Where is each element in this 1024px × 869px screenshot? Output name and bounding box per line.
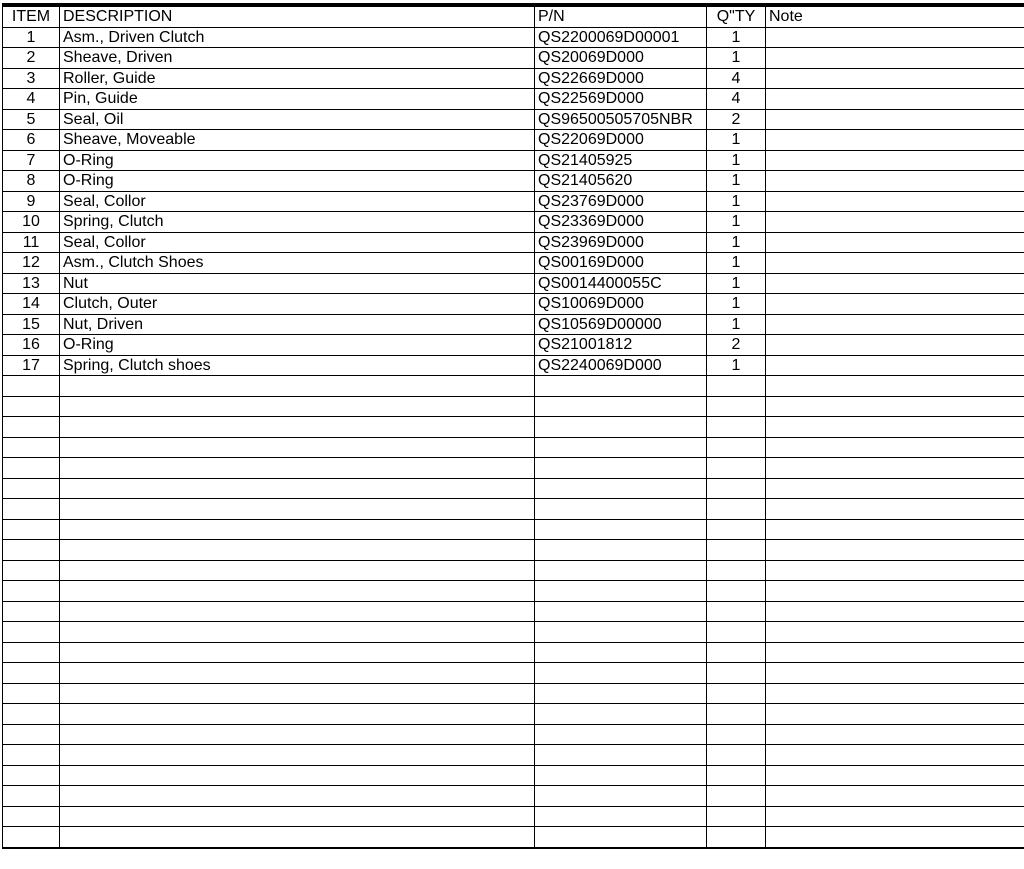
table-row bbox=[3, 68, 1024, 89]
cell-description bbox=[60, 683, 535, 704]
cell-quantity: 1 bbox=[707, 355, 766, 376]
table-row bbox=[3, 560, 1024, 581]
cell-item: 13 bbox=[3, 273, 60, 294]
cell-note bbox=[766, 519, 1024, 540]
cell-item: 1 bbox=[3, 27, 60, 48]
cell-quantity bbox=[707, 540, 766, 561]
cell-quantity bbox=[707, 376, 766, 397]
table-row bbox=[3, 27, 1024, 48]
cell-description: Clutch, Outer bbox=[60, 294, 535, 315]
cell-item bbox=[3, 827, 60, 848]
cell-note bbox=[766, 827, 1024, 848]
table-row bbox=[3, 786, 1024, 807]
table-header-row bbox=[3, 7, 1024, 28]
cell-quantity: 1 bbox=[707, 314, 766, 335]
cell-quantity: 1 bbox=[707, 150, 766, 171]
cell-item bbox=[3, 745, 60, 766]
cell-item bbox=[3, 417, 60, 438]
table-row bbox=[3, 109, 1024, 130]
cell-quantity: 4 bbox=[707, 89, 766, 110]
cell-quantity: 1 bbox=[707, 294, 766, 315]
cell-item: 14 bbox=[3, 294, 60, 315]
cell-part-number: QS10569D00000 bbox=[535, 314, 707, 335]
table-row bbox=[3, 171, 1024, 192]
cell-item: 3 bbox=[3, 68, 60, 89]
table-row bbox=[3, 355, 1024, 376]
cell-part-number bbox=[535, 827, 707, 848]
cell-description: Sheave, Driven bbox=[60, 48, 535, 69]
cell-quantity bbox=[707, 765, 766, 786]
table-row bbox=[3, 601, 1024, 622]
cell-quantity bbox=[707, 396, 766, 417]
cell-description bbox=[60, 396, 535, 417]
cell-quantity: 1 bbox=[707, 130, 766, 151]
header-part-number: P/N bbox=[535, 7, 707, 28]
table-row bbox=[3, 458, 1024, 479]
table-row bbox=[3, 253, 1024, 274]
cell-item bbox=[3, 663, 60, 684]
cell-part-number: QS21001812 bbox=[535, 335, 707, 356]
cell-quantity: 2 bbox=[707, 109, 766, 130]
cell-description bbox=[60, 540, 535, 561]
cell-quantity bbox=[707, 581, 766, 602]
cell-note bbox=[766, 335, 1024, 356]
cell-note bbox=[766, 109, 1024, 130]
cell-description bbox=[60, 827, 535, 848]
cell-quantity bbox=[707, 499, 766, 520]
cell-description bbox=[60, 724, 535, 745]
cell-description bbox=[60, 560, 535, 581]
cell-note bbox=[766, 786, 1024, 807]
table-row bbox=[3, 745, 1024, 766]
table-row bbox=[3, 150, 1024, 171]
cell-part-number bbox=[535, 437, 707, 458]
cell-part-number: QS2200069D00001 bbox=[535, 27, 707, 48]
cell-part-number: QS96500505705NBR bbox=[535, 109, 707, 130]
cell-note bbox=[766, 355, 1024, 376]
cell-item bbox=[3, 765, 60, 786]
cell-quantity bbox=[707, 519, 766, 540]
cell-note bbox=[766, 48, 1024, 69]
cell-part-number bbox=[535, 458, 707, 479]
table-row bbox=[3, 642, 1024, 663]
table-row bbox=[3, 294, 1024, 315]
cell-quantity: 1 bbox=[707, 171, 766, 192]
cell-description: Roller, Guide bbox=[60, 68, 535, 89]
table-row bbox=[3, 273, 1024, 294]
cell-quantity bbox=[707, 642, 766, 663]
cell-note bbox=[766, 622, 1024, 643]
cell-part-number bbox=[535, 396, 707, 417]
cell-quantity: 1 bbox=[707, 212, 766, 233]
cell-description bbox=[60, 478, 535, 499]
cell-part-number bbox=[535, 745, 707, 766]
cell-description: Nut, Driven bbox=[60, 314, 535, 335]
table-row bbox=[3, 232, 1024, 253]
cell-description: O-Ring bbox=[60, 171, 535, 192]
cell-part-number: QS22069D000 bbox=[535, 130, 707, 151]
cell-quantity: 1 bbox=[707, 191, 766, 212]
header-quantity: Q"TY bbox=[707, 7, 766, 28]
cell-quantity: 1 bbox=[707, 27, 766, 48]
cell-quantity bbox=[707, 437, 766, 458]
cell-item bbox=[3, 560, 60, 581]
cell-part-number bbox=[535, 540, 707, 561]
cell-description: Seal, Oil bbox=[60, 109, 535, 130]
cell-part-number bbox=[535, 806, 707, 827]
table-row bbox=[3, 519, 1024, 540]
cell-note bbox=[766, 683, 1024, 704]
cell-quantity bbox=[707, 786, 766, 807]
header-note: Note bbox=[766, 7, 1024, 28]
cell-item bbox=[3, 601, 60, 622]
cell-description bbox=[60, 499, 535, 520]
parts-table-body bbox=[3, 27, 1024, 848]
cell-note bbox=[766, 314, 1024, 335]
cell-item bbox=[3, 499, 60, 520]
cell-description bbox=[60, 806, 535, 827]
cell-note bbox=[766, 765, 1024, 786]
cell-quantity bbox=[707, 601, 766, 622]
cell-item: 7 bbox=[3, 150, 60, 171]
cell-part-number: QS23769D000 bbox=[535, 191, 707, 212]
cell-description bbox=[60, 663, 535, 684]
cell-note bbox=[766, 724, 1024, 745]
cell-part-number bbox=[535, 663, 707, 684]
table-row bbox=[3, 376, 1024, 397]
cell-quantity bbox=[707, 806, 766, 827]
cell-note bbox=[766, 704, 1024, 725]
table-row bbox=[3, 191, 1024, 212]
cell-part-number: QS0014400055C bbox=[535, 273, 707, 294]
table-row bbox=[3, 540, 1024, 561]
cell-note bbox=[766, 232, 1024, 253]
cell-item: 8 bbox=[3, 171, 60, 192]
header-item: ITEM bbox=[3, 7, 60, 28]
table-row bbox=[3, 396, 1024, 417]
cell-part-number bbox=[535, 601, 707, 622]
cell-quantity: 1 bbox=[707, 48, 766, 69]
cell-item bbox=[3, 376, 60, 397]
cell-description bbox=[60, 376, 535, 397]
cell-quantity bbox=[707, 622, 766, 643]
cell-note bbox=[766, 437, 1024, 458]
cell-description bbox=[60, 458, 535, 479]
table-row bbox=[3, 212, 1024, 233]
cell-description: Asm., Driven Clutch bbox=[60, 27, 535, 48]
table-row bbox=[3, 724, 1024, 745]
cell-note bbox=[766, 806, 1024, 827]
cell-description: Sheave, Moveable bbox=[60, 130, 535, 151]
cell-part-number: QS22569D000 bbox=[535, 89, 707, 110]
cell-note bbox=[766, 130, 1024, 151]
cell-part-number bbox=[535, 683, 707, 704]
cell-part-number bbox=[535, 724, 707, 745]
cell-item: 2 bbox=[3, 48, 60, 69]
cell-description: O-Ring bbox=[60, 335, 535, 356]
table-row bbox=[3, 314, 1024, 335]
cell-description: Spring, Clutch shoes bbox=[60, 355, 535, 376]
cell-item bbox=[3, 581, 60, 602]
cell-part-number: QS00169D000 bbox=[535, 253, 707, 274]
cell-item: 10 bbox=[3, 212, 60, 233]
cell-quantity: 2 bbox=[707, 335, 766, 356]
cell-note bbox=[766, 663, 1024, 684]
cell-part-number: QS10069D000 bbox=[535, 294, 707, 315]
cell-item: 4 bbox=[3, 89, 60, 110]
cell-part-number bbox=[535, 478, 707, 499]
cell-part-number bbox=[535, 499, 707, 520]
cell-item bbox=[3, 724, 60, 745]
cell-note bbox=[766, 294, 1024, 315]
cell-item bbox=[3, 478, 60, 499]
cell-part-number bbox=[535, 376, 707, 397]
cell-quantity: 1 bbox=[707, 273, 766, 294]
table-row bbox=[3, 806, 1024, 827]
cell-note bbox=[766, 478, 1024, 499]
cell-note bbox=[766, 273, 1024, 294]
cell-part-number bbox=[535, 519, 707, 540]
cell-part-number: QS23369D000 bbox=[535, 212, 707, 233]
cell-description: O-Ring bbox=[60, 150, 535, 171]
cell-item: 16 bbox=[3, 335, 60, 356]
cell-description bbox=[60, 622, 535, 643]
cell-description bbox=[60, 704, 535, 725]
cell-part-number: QS20069D000 bbox=[535, 48, 707, 69]
cell-description: Seal, Collor bbox=[60, 191, 535, 212]
cell-quantity bbox=[707, 458, 766, 479]
cell-description bbox=[60, 417, 535, 438]
table-row bbox=[3, 478, 1024, 499]
cell-quantity bbox=[707, 704, 766, 725]
table-row bbox=[3, 48, 1024, 69]
table-row bbox=[3, 683, 1024, 704]
cell-quantity: 1 bbox=[707, 253, 766, 274]
cell-item bbox=[3, 642, 60, 663]
parts-list-sheet bbox=[2, 3, 1024, 849]
cell-note bbox=[766, 642, 1024, 663]
cell-part-number bbox=[535, 622, 707, 643]
table-row bbox=[3, 89, 1024, 110]
cell-note bbox=[766, 745, 1024, 766]
cell-item bbox=[3, 786, 60, 807]
cell-quantity bbox=[707, 478, 766, 499]
cell-item bbox=[3, 437, 60, 458]
cell-part-number bbox=[535, 560, 707, 581]
table-row bbox=[3, 499, 1024, 520]
table-row bbox=[3, 663, 1024, 684]
cell-description: Nut bbox=[60, 273, 535, 294]
cell-note bbox=[766, 458, 1024, 479]
cell-part-number bbox=[535, 704, 707, 725]
cell-description bbox=[60, 437, 535, 458]
cell-quantity bbox=[707, 683, 766, 704]
cell-quantity bbox=[707, 417, 766, 438]
cell-part-number: QS21405620 bbox=[535, 171, 707, 192]
cell-part-number bbox=[535, 786, 707, 807]
cell-description bbox=[60, 581, 535, 602]
cell-note bbox=[766, 560, 1024, 581]
cell-item bbox=[3, 458, 60, 479]
cell-description bbox=[60, 786, 535, 807]
table-row bbox=[3, 335, 1024, 356]
table-row bbox=[3, 130, 1024, 151]
cell-quantity: 4 bbox=[707, 68, 766, 89]
cell-note bbox=[766, 191, 1024, 212]
cell-item: 6 bbox=[3, 130, 60, 151]
cell-part-number: QS21405925 bbox=[535, 150, 707, 171]
cell-quantity bbox=[707, 827, 766, 848]
cell-description bbox=[60, 765, 535, 786]
cell-note bbox=[766, 89, 1024, 110]
cell-note bbox=[766, 212, 1024, 233]
cell-note bbox=[766, 253, 1024, 274]
parts-table bbox=[2, 6, 1024, 849]
cell-part-number bbox=[535, 642, 707, 663]
cell-quantity bbox=[707, 663, 766, 684]
cell-quantity: 1 bbox=[707, 232, 766, 253]
cell-item: 5 bbox=[3, 109, 60, 130]
cell-note bbox=[766, 540, 1024, 561]
cell-quantity bbox=[707, 745, 766, 766]
table-row bbox=[3, 765, 1024, 786]
cell-part-number: QS2240069D000 bbox=[535, 355, 707, 376]
cell-description bbox=[60, 519, 535, 540]
table-row bbox=[3, 622, 1024, 643]
cell-description: Asm., Clutch Shoes bbox=[60, 253, 535, 274]
cell-note bbox=[766, 68, 1024, 89]
cell-description bbox=[60, 745, 535, 766]
table-row bbox=[3, 437, 1024, 458]
cell-quantity bbox=[707, 724, 766, 745]
cell-description: Seal, Collor bbox=[60, 232, 535, 253]
cell-part-number: QS22669D000 bbox=[535, 68, 707, 89]
table-row bbox=[3, 827, 1024, 848]
cell-item bbox=[3, 806, 60, 827]
cell-item bbox=[3, 683, 60, 704]
cell-note bbox=[766, 27, 1024, 48]
cell-description: Spring, Clutch bbox=[60, 212, 535, 233]
cell-description bbox=[60, 601, 535, 622]
cell-item bbox=[3, 704, 60, 725]
cell-description: Pin, Guide bbox=[60, 89, 535, 110]
cell-item bbox=[3, 396, 60, 417]
cell-item: 11 bbox=[3, 232, 60, 253]
cell-item: 17 bbox=[3, 355, 60, 376]
table-row bbox=[3, 581, 1024, 602]
table-row bbox=[3, 417, 1024, 438]
cell-note bbox=[766, 376, 1024, 397]
cell-note bbox=[766, 171, 1024, 192]
cell-item bbox=[3, 519, 60, 540]
cell-item bbox=[3, 622, 60, 643]
cell-item: 15 bbox=[3, 314, 60, 335]
cell-note bbox=[766, 581, 1024, 602]
cell-note bbox=[766, 417, 1024, 438]
cell-note bbox=[766, 150, 1024, 171]
cell-description bbox=[60, 642, 535, 663]
cell-note bbox=[766, 396, 1024, 417]
cell-part-number: QS23969D000 bbox=[535, 232, 707, 253]
cell-part-number bbox=[535, 581, 707, 602]
cell-part-number bbox=[535, 765, 707, 786]
cell-item bbox=[3, 540, 60, 561]
cell-item: 9 bbox=[3, 191, 60, 212]
cell-item: 12 bbox=[3, 253, 60, 274]
cell-note bbox=[766, 601, 1024, 622]
cell-note bbox=[766, 499, 1024, 520]
table-row bbox=[3, 704, 1024, 725]
cell-part-number bbox=[535, 417, 707, 438]
header-description: DESCRIPTION bbox=[60, 7, 535, 28]
cell-quantity bbox=[707, 560, 766, 581]
